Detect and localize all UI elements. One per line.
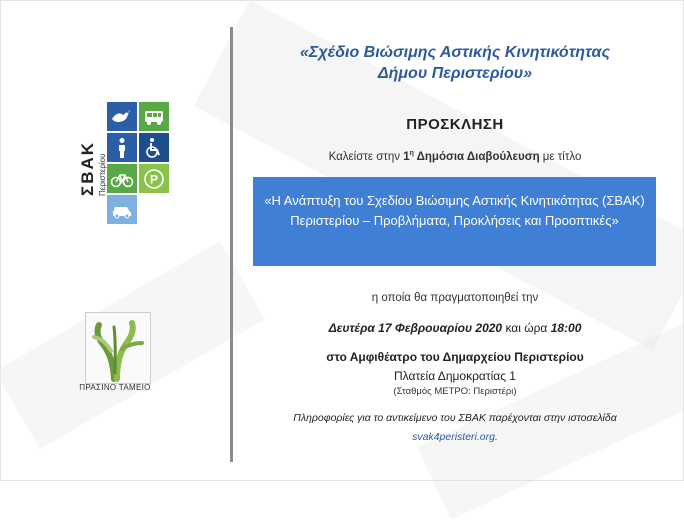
metro-station: (Σταθμός ΜΕΤΡΟ: Περιστέρι) [393,386,517,397]
event-time: 18:00 [550,321,582,335]
svak-logo-grid [107,102,169,224]
consultation-title: «Η Ανάπτυξη του Σχεδίου Βιώσιμης Αστικής Κινητικότητας (ΣΒΑΚ) Περιστερίου – Προβλήματα, Προκλήσεις και Προοπτικές» [264,193,645,228]
svak-logo-text [78,104,108,196]
svak-logo-sub: Περιστερίου [98,153,107,196]
green-fund-logo [85,312,151,384]
event-date: Δευτέρα 17 Φεβρουαρίου 2020 [328,321,503,335]
vertical-divider [230,27,233,462]
invite-event: Δημόσια Διαβούλευση [413,150,540,163]
invite-suffix: με τίτλο [539,150,582,163]
venue-address: Πλατεία Δημοκρατίας 1 [394,369,516,383]
green-fund-label: ΠΡΑΣΙΝΟ ΤΑΜΕΙΟ [79,383,151,392]
tree-icon [86,313,150,383]
plan-title-line1: «Σχέδιο Βιώσιμης Αστικής Κινητικότητας [300,44,610,61]
walking-person-icon [107,133,137,162]
car-icon [107,195,137,224]
svak-logo-main: ΣΒΑΚ [78,140,97,196]
bus-icon [139,102,169,131]
plan-title [240,42,670,84]
plan-title-line2: Δήμου Περιστερίου» [377,65,533,82]
invite-superscript: η [409,150,414,157]
website-link[interactable]: svak4peristeri.org. [412,431,498,443]
svg-text:P: P [149,172,159,186]
time-connector: και ώρα [502,321,551,335]
dove-icon [107,102,137,131]
held-text: η οποία θα πραγματοποιηθεί την [371,292,539,304]
info-text: Πληροφορίες για το αντικείμενο του ΣΒΑΚ παρέχονται στην ιστοσελίδα [293,412,617,424]
bicycle-icon [107,164,137,193]
invite-number: 1 [403,150,410,163]
date-time-line [240,321,670,335]
invitation-line [240,150,670,163]
wheelchair-icon [139,133,169,162]
venue: στο Αμφιθέατρο του Δημαρχείου Περιστερίου [326,350,584,364]
parking-icon [139,164,169,193]
invite-prefix: Καλείστε στην [328,150,404,163]
invitation-heading: ΠΡΟΣΚΛΗΣΗ [406,116,504,133]
